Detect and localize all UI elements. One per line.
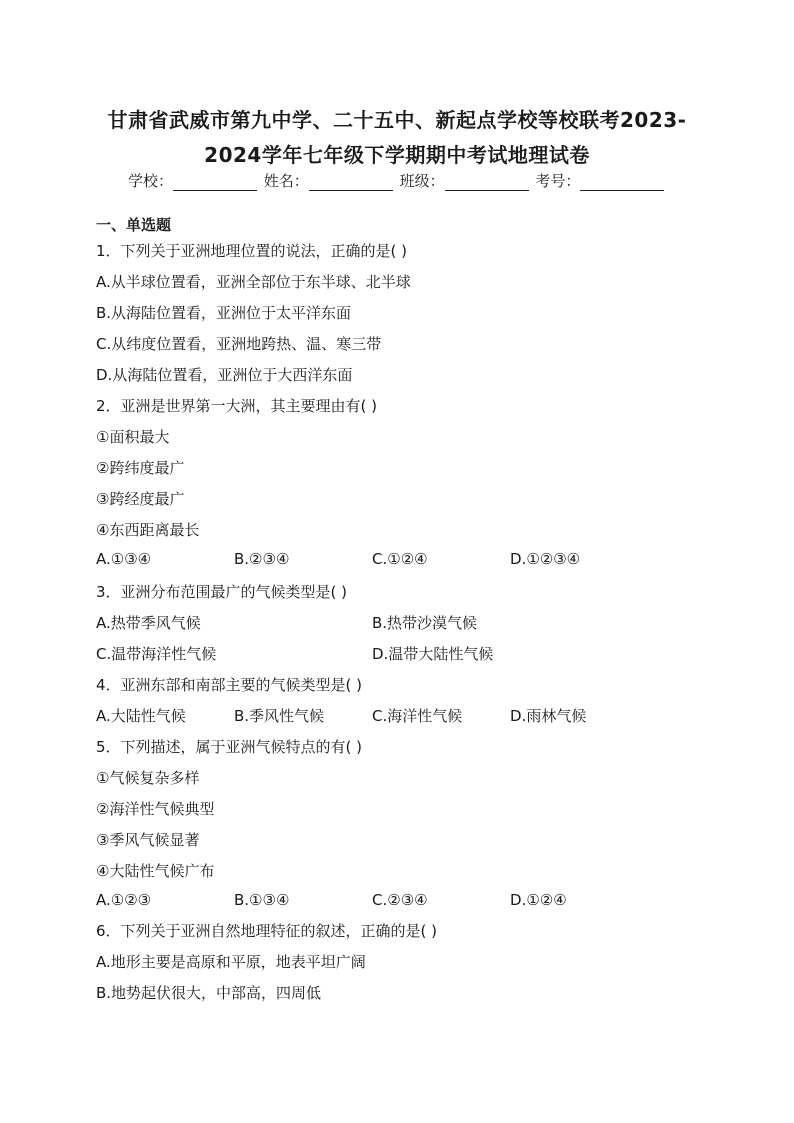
question-5-option-b: B.①③④ [234, 891, 290, 909]
question-4-stem: 4．亚洲东部和南部主要的气候类型是( ) [96, 676, 363, 694]
question-2-item-1: ①面积最大 [96, 428, 170, 446]
question-2-item-2: ②跨纬度最广 [96, 459, 185, 477]
question-5-option-c: C.②③④ [372, 891, 428, 909]
question-5-stem: 5．下列描述，属于亚洲气候特点的有( ) [96, 738, 363, 756]
question-3-option-a: A.热带季风气候 [96, 614, 201, 632]
name-blank [309, 176, 393, 191]
number-blank [580, 176, 664, 191]
question-5-item-1: ①气候复杂多样 [96, 769, 200, 787]
question-2-option-d: D.①②③④ [510, 550, 581, 568]
question-4-option-c: C.海洋性气候 [372, 707, 463, 725]
class-label: 班级： [399, 172, 445, 190]
question-2-item-3: ③跨经度最广 [96, 490, 185, 508]
question-6-option-a: A.地形主要是高原和平原，地表平坦广阔 [96, 953, 366, 971]
question-1-option-b: B.从海陆位置看，亚洲位于太平洋东面 [96, 304, 352, 322]
exam-title-line2: 2024学年七年级下学期期中考试地理试卷 [204, 143, 590, 167]
question-4-option-b: B.季风性气候 [234, 707, 325, 725]
question-2-item-4: ④东西距离最长 [96, 521, 200, 539]
exam-title-line1: 甘肃省武威市第九中学、二十五中、新起点学校等校联考2023- [107, 108, 687, 132]
school-label: 学校： [128, 172, 174, 190]
question-6-stem: 6．下列关于亚洲自然地理特征的叙述，正确的是( ) [96, 922, 438, 940]
question-1-option-a: A.从半球位置看，亚洲全部位于东半球、北半球 [96, 273, 411, 291]
question-3-option-b: B.热带沙漠气候 [372, 614, 478, 632]
question-6-option-b: B.地势起伏很大，中部高，四周低 [96, 984, 322, 1002]
question-1-stem: 1．下列关于亚洲地理位置的说法，正确的是( ) [96, 242, 408, 260]
question-5-option-a: A.①②③ [96, 891, 152, 909]
question-5-item-4: ④大陆性气候广布 [96, 862, 215, 880]
school-blank [173, 176, 257, 191]
class-blank [445, 176, 529, 191]
question-2-option-b: B.②③④ [234, 550, 290, 568]
question-1-option-c: C.从纬度位置看，亚洲地跨热、温、寒三带 [96, 335, 382, 353]
question-5-item-3: ③季风气候显著 [96, 831, 200, 849]
question-2-option-a: A.①③④ [96, 550, 152, 568]
question-4-option-a: A.大陆性气候 [96, 707, 186, 725]
question-3-option-d: D.温带大陆性气候 [372, 645, 494, 663]
question-3-stem: 3．亚洲分布范围最广的气候类型是( ) [96, 583, 348, 601]
number-label: 考号： [535, 172, 581, 190]
question-2-stem: 2．亚洲是世界第一大洲，其主要理由有( ) [96, 397, 378, 415]
question-2-option-c: C.①②④ [372, 550, 428, 568]
question-5-item-2: ②海洋性气候典型 [96, 800, 215, 818]
student-info-row [128, 170, 666, 191]
name-label: 姓名： [263, 172, 309, 190]
question-5-option-d: D.①②④ [510, 891, 567, 909]
question-3-option-c: C.温带海洋性气候 [96, 645, 217, 663]
section-heading: 一、单选题 [96, 216, 172, 234]
question-1-option-d: D.从海陆位置看，亚洲位于大西洋东面 [96, 366, 353, 384]
question-4-option-d: D.雨林气候 [510, 707, 587, 725]
